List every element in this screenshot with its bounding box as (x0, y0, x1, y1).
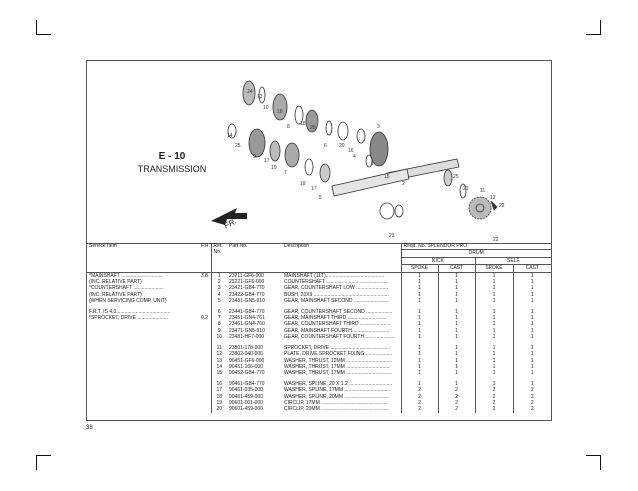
qty-value: 1 (401, 334, 438, 340)
crop-mark-top-right (586, 20, 601, 35)
washer-drawing (444, 170, 452, 186)
qty-value: 1 (401, 358, 438, 364)
description: COUNTERSHAFT ............................................. (284, 279, 389, 286)
qty-value: 1 (401, 285, 438, 291)
qty-value: 1 (475, 358, 513, 364)
service-item: (INC. RELATIVE PART) (89, 279, 142, 286)
table-row (87, 272, 551, 279)
qty-value: 2 (475, 400, 513, 406)
ref-no: 9 (211, 328, 227, 334)
qty-value: 1 (401, 309, 438, 315)
callout-label: 9 (253, 154, 256, 160)
part-no-header: Part No. (229, 243, 248, 249)
parts-table (87, 243, 551, 413)
description: CIRCLIP, 17MM ................................................ (284, 399, 388, 406)
ref-no: 18 (211, 394, 227, 400)
crop-mark-bottom-right (586, 455, 601, 470)
ref-no: 14 (211, 364, 227, 370)
qty-value: 1 (513, 315, 551, 321)
part-no: 23211-GF6-000 (229, 272, 264, 279)
qty-value: 1 (475, 334, 513, 340)
ref-no: 2 (211, 279, 227, 285)
qty-value: 1 (401, 381, 438, 387)
callout-label: 15 (384, 174, 390, 180)
qty-value: 1 (475, 292, 513, 298)
qty-value: 1 (438, 315, 475, 321)
figure-title (127, 151, 217, 175)
qty-value: 1 (513, 351, 551, 357)
qty-value: 1 (475, 272, 513, 279)
ref-no: 1 (211, 272, 227, 279)
exploded-view-figure (87, 61, 551, 244)
gear-drawing (305, 159, 313, 175)
gear-drawing (320, 164, 330, 182)
description: GEAR, MAINSHAFT SECOND ......................... (284, 298, 389, 305)
qty-value: 2 (438, 394, 475, 400)
ref-no: 16 (211, 381, 227, 387)
qty-value: 2 (513, 394, 551, 400)
qty-value: 1 (401, 279, 438, 285)
qty-value: 2 (438, 400, 475, 406)
part-no: 90601-001-000 (229, 399, 263, 406)
qty-value: 1 (438, 381, 475, 387)
qty-value: 1 (438, 351, 475, 357)
qty-value: 1 (513, 364, 551, 370)
part-no: 90601-459-000 (229, 406, 263, 413)
callout-label: 19 (271, 165, 277, 171)
ref-no: 12 (211, 351, 227, 357)
ref-no-header: Ref. No. (211, 243, 227, 265)
ref-no: 13 (211, 358, 227, 364)
qty-value: 1 (513, 381, 551, 387)
callout-label: 13 (257, 94, 263, 100)
drum-header: DRUM (401, 250, 551, 257)
part-no: 23221-GF6-000 (229, 279, 265, 286)
qty-value: 1 (438, 272, 475, 279)
description: WASHER, THRUST, 17MM ................................. (284, 370, 393, 377)
callout-label: 22 (493, 237, 499, 243)
qty-value: 1 (401, 370, 438, 376)
description: GEAR, COUNTERSHAFT FOURTH ..................... (284, 334, 395, 341)
part-no: 23441-GB4-770 (229, 308, 265, 315)
callout-label: 8 (287, 124, 290, 130)
qty-value: 1 (475, 364, 513, 370)
gear-drawing (357, 129, 365, 143)
callout-label: 20 (339, 143, 345, 149)
catalog-page-frame (86, 60, 552, 421)
callout-label: 2 (402, 181, 405, 187)
service-item-header: Service Item (89, 243, 117, 249)
qty-value: 1 (475, 285, 513, 291)
kick-spoke-header: SPOKE (401, 265, 438, 272)
qty-value: 1 (475, 370, 513, 376)
qty-value: 1 (513, 309, 551, 315)
callout-label: 23 (389, 233, 395, 239)
qty-value: 1 (438, 285, 475, 291)
description: WASHER, THRUST, 12MM ................................. (284, 357, 393, 364)
callout-label: 19 (300, 181, 306, 187)
ref-no: 19 (211, 400, 227, 406)
ref-no: 5 (211, 298, 227, 304)
callout-label: 16 (277, 109, 283, 115)
description: MAINSHAFT (11T).......................................... (284, 272, 385, 279)
description: SPROCKET, DRIVE ........................................... (284, 344, 391, 351)
description: GEAR, COUNTERSHAFT SECOND ................... (284, 308, 393, 315)
callout-label: 25 (453, 174, 459, 180)
description: WASHER, SPLINE, 20MM ................................ (284, 393, 389, 400)
callout-label: 24 (247, 89, 253, 95)
qty-value: 2 (438, 406, 475, 412)
qty-value: 1 (438, 358, 475, 364)
kick-cast-header: CAST (438, 265, 475, 272)
qty-value: 1 (438, 309, 475, 315)
qty-value: 1 (513, 285, 551, 291)
description: WASHER, SPLINE, 17MM ................................. (284, 387, 391, 394)
ref-no: 6 (211, 309, 227, 315)
qty-value: 1 (438, 328, 475, 334)
callout-label: 4 (353, 154, 356, 160)
callout-label: 3 (377, 124, 380, 130)
qty-value: 1 (401, 321, 438, 327)
qty-value: 1 (438, 321, 475, 327)
qty-value: 1 (475, 321, 513, 327)
qty-value: 1 (401, 364, 438, 370)
qty-value: 1 (401, 298, 438, 304)
qty-value: 1 (513, 345, 551, 351)
qty-value: 2 (475, 394, 513, 400)
part-no: 23451-GN4-761 (229, 315, 265, 322)
qty-value: 2 (475, 406, 513, 412)
self-header: SELF (475, 257, 551, 264)
self-spoke-header: SPOKE (475, 265, 513, 272)
qty-value: 2 (475, 387, 513, 393)
service-item: *MAINSHAFT .............................. (89, 272, 163, 279)
description: WASHER, SPLINE, 20 X 1.2 ............................... (284, 380, 393, 387)
callout-label: 11 (480, 188, 486, 194)
callout-label: 5 (319, 195, 322, 201)
qty-value: 1 (401, 315, 438, 321)
description: GEAR, MAINSHAFT THIRD ............................ (284, 315, 387, 322)
qty-value: 2 (513, 400, 551, 406)
qty-value: 1 (438, 364, 475, 370)
kick-header: KICK (401, 257, 475, 264)
qty-value: 1 (475, 345, 513, 351)
qty-value: 1 (513, 370, 551, 376)
callout-label: 21 (463, 186, 469, 192)
part-no: 23431-GN5-910 (229, 298, 265, 305)
qty-value: 1 (401, 351, 438, 357)
gear-drawing (270, 141, 280, 161)
qty-value: 1 (475, 351, 513, 357)
qty-value: 1 (401, 272, 438, 279)
ref-no: 17 (211, 387, 227, 393)
qty-value: 1 (475, 298, 513, 304)
qty-value: 1 (438, 345, 475, 351)
qty-value: 1 (513, 292, 551, 298)
qty-value: 1 (513, 358, 551, 364)
qty-value: 2 (513, 406, 551, 412)
callout-label: 12 (490, 195, 496, 201)
part-no: 90451-166-000 (229, 363, 263, 370)
sprocket-drawing (469, 197, 491, 219)
qty-value: 1 (513, 328, 551, 334)
callout-label: 7 (284, 170, 287, 176)
callout-label: 20 (310, 125, 316, 131)
callout-label: 6 (324, 143, 327, 149)
service-item: (WHEN SERVICING COMP. UNIT) (89, 298, 167, 305)
ref-no: 7 (211, 315, 227, 321)
ref-no: 4 (211, 292, 227, 298)
parts-table-body (87, 272, 551, 413)
description-header: Description (284, 243, 310, 249)
part-no: 90461-035-000 (229, 387, 263, 394)
table-row (87, 406, 551, 412)
callout-label: 17 (264, 158, 270, 164)
part-no: 23801-178-000 (229, 344, 263, 351)
frt-value: 3.8 (201, 272, 208, 279)
description: GEAR, COUNTERSHAFT LOW ....................... (284, 285, 389, 292)
ref-no: 11 (211, 345, 227, 351)
qty-value: 1 (475, 309, 513, 315)
gear-drawing (338, 122, 348, 140)
front-direction-label: FR. (222, 216, 239, 231)
qty-value: 1 (401, 328, 438, 334)
part-no: 90451-GF6-000 (229, 357, 265, 364)
part-no: 23461-GN4-760 (229, 321, 265, 328)
service-item: (INC. RELATIVE PART) (89, 291, 142, 298)
gear-drawing (380, 203, 394, 219)
qty-value: 2 (401, 387, 438, 393)
description: PLATE, DRIVE SPROCKET FIXING ................... (284, 351, 393, 358)
self-cast-header: CAST (513, 265, 551, 272)
ref-no: 8 (211, 321, 227, 327)
figure-title-text: TRANSMISSION (137, 164, 207, 174)
qty-value: 2 (401, 406, 438, 412)
service-item: F.R.T. IS 4.0....................................... (89, 308, 171, 315)
ref-no: 10 (211, 334, 227, 340)
qty-value: 1 (513, 272, 551, 279)
callout-label: 17 (311, 186, 317, 192)
part-no: 23421-GB4-770 (229, 285, 265, 292)
ref-no: 20 (211, 406, 227, 412)
qty-value: 1 (438, 279, 475, 285)
callout-label: 16 (348, 148, 354, 154)
mainshaft-drawing (332, 169, 409, 196)
qty-value: 1 (438, 298, 475, 304)
part-no: 90461-GB4-770 (229, 380, 265, 387)
gear-drawing (249, 129, 265, 157)
gear-drawing (326, 121, 332, 135)
frt-header: F.R.T. (201, 243, 214, 249)
qty-value: 2 (513, 387, 551, 393)
gear-drawing (285, 143, 299, 167)
qty-value: 2 (401, 400, 438, 406)
part-no: 23802-040-000 (229, 351, 263, 358)
qty-value: 1 (401, 345, 438, 351)
callout-label: 18 (300, 121, 306, 127)
qty-value: 1 (438, 292, 475, 298)
qty-value: 2 (438, 387, 475, 393)
callout-label: 25 (235, 143, 241, 149)
description: BUSH, 20X9 ...................................................... (284, 291, 389, 298)
qty-value: 1 (475, 381, 513, 387)
part-no: 90461-459-000 (229, 393, 263, 400)
callout-label: 1 (371, 161, 374, 167)
part-no: 90452-GB4-770 (229, 370, 265, 377)
part-no: 23422-GB4-770 (229, 291, 265, 298)
part-no: 23481-HF7-000 (229, 334, 265, 341)
qty-value: 1 (513, 279, 551, 285)
description: CIRCLIP, 20MM ................................................. (284, 406, 390, 413)
page-number: 38 (86, 425, 93, 431)
gear-drawing (395, 205, 403, 217)
qty-value: 1 (513, 298, 551, 304)
description: GEAR, COUNTERSHAFT THIRD ...................... (284, 321, 391, 328)
gear-drawing (273, 94, 287, 120)
crop-mark-bottom-left (36, 455, 51, 470)
figure-code: E - 10 (158, 151, 186, 162)
description: GEAR, MAINSHAFT FOURTH........................... (284, 327, 390, 334)
qty-value: 1 (513, 321, 551, 327)
qty-value: 1 (475, 328, 513, 334)
reqd-no-header: Reqd. No. SPLENDOR PRO (401, 243, 551, 250)
callout-label: 10 (263, 105, 269, 111)
ref-no: 15 (211, 370, 227, 376)
part-no: 23471-GN5-910 (229, 327, 265, 334)
qty-value: 1 (438, 370, 475, 376)
qty-value: 1 (401, 292, 438, 298)
qty-value: 1 (475, 279, 513, 285)
qty-value: 1 (438, 334, 475, 340)
service-item: *COUNTERSHAFT ...................... (89, 285, 164, 292)
callout-label: 22 (499, 203, 505, 209)
frt-value: 0.2 (201, 315, 208, 322)
ref-no: 3 (211, 285, 227, 291)
crop-mark-top-left (36, 20, 51, 35)
service-item: *SPROCKET, DRIVE ...................... (89, 315, 168, 322)
qty-value: 1 (513, 334, 551, 340)
callout-label: 14 (227, 133, 233, 139)
qty-value: 2 (401, 394, 438, 400)
qty-value: 1 (475, 315, 513, 321)
description: WASHER, THRUST, 17MM ............................... (284, 363, 390, 370)
